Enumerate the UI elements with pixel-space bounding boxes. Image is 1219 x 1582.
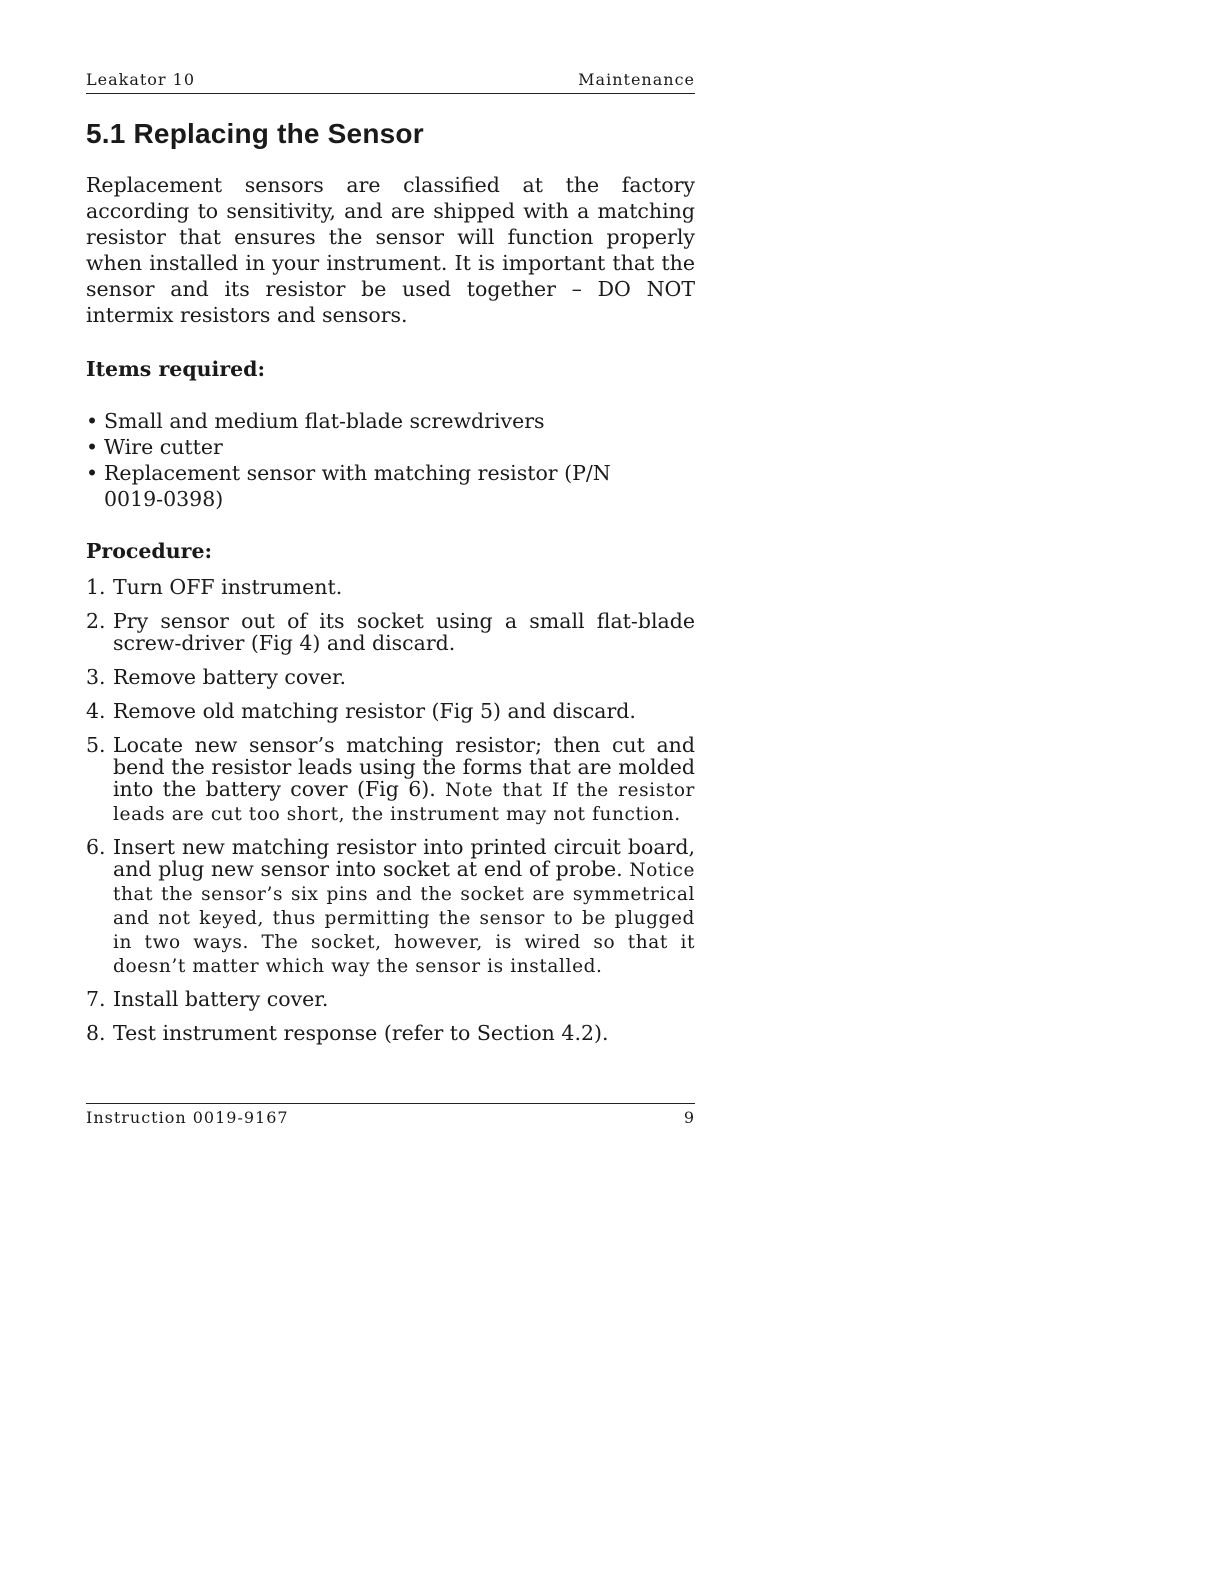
step-main-text: Test instrument response (refer to Section 4.2).	[113, 1021, 609, 1045]
step-main-text: Remove old matching resistor (Fig 5) and discard.	[113, 699, 636, 723]
step-text	[113, 700, 695, 724]
item-text: Small and medium flat-blade screwdrivers	[104, 409, 545, 433]
step-text	[113, 610, 695, 656]
step-note: Notice that the sensor’s six pins and the socket are symmetrical and not keyed, thus permitting the sensor to be plugged in two ways. The socket, however, is wired so that it doesn’t matter which way the sensor is installed.	[113, 860, 695, 977]
procedure-steps	[86, 576, 695, 1046]
step-main-text: Remove battery cover.	[113, 665, 347, 689]
procedure-heading: Procedure:	[86, 539, 213, 563]
step-number: 8.	[86, 1021, 106, 1045]
procedure-step	[86, 734, 695, 826]
procedure-step	[86, 1022, 695, 1046]
document-page	[86, 70, 695, 1056]
step-text	[113, 836, 695, 978]
bullet-icon: •	[86, 461, 99, 485]
intro-paragraph: Replacement sensors are classified at the factory according to sensitivity, and are shipped with a matching resistor that ensures the sensor will function properly when installed in your instrument. It is important that the sensor and its resistor be used together – DO NOT intermix resistors and sensors.	[86, 173, 695, 327]
list-item	[86, 460, 695, 512]
procedure-step	[86, 610, 695, 656]
header-chapter-name: Maintenance	[578, 70, 695, 89]
procedure-step	[86, 836, 695, 978]
step-note: Note that If the resistor leads are cut too short, the instrument may not function.	[113, 780, 696, 825]
item-text: Replacement sensor with matching resistor (P/N 0019-0398)	[104, 461, 611, 511]
step-number: 6.	[86, 835, 106, 859]
step-number: 1.	[86, 575, 106, 599]
step-text	[113, 666, 695, 690]
step-text	[113, 734, 695, 826]
running-header	[86, 70, 695, 94]
step-main-text: Pry sensor out of its socket using a small flat-blade screw-driver (Fig 4) and discard.	[113, 609, 695, 655]
bullet-icon: •	[86, 409, 99, 433]
section-title: 5.1 Replacing the Sensor	[86, 118, 424, 149]
step-main-text: Install battery cover.	[113, 987, 329, 1011]
step-main-text: Insert new matching resistor into printed circuit board, and plug new sensor into socket at end of probe.	[113, 835, 695, 881]
list-item	[86, 434, 695, 460]
page-number: 9	[683, 1108, 695, 1127]
step-main-text: Turn OFF instrument.	[113, 575, 343, 599]
items-required-heading: Items required:	[86, 357, 266, 381]
step-text	[113, 988, 695, 1012]
procedure-step	[86, 666, 695, 690]
items-required-list	[86, 408, 695, 512]
step-number: 7.	[86, 987, 106, 1011]
running-footer	[86, 1103, 695, 1127]
step-number: 3.	[86, 665, 106, 689]
header-product-name: Leakator 10	[86, 70, 196, 89]
footer-document-number: Instruction 0019-9167	[86, 1108, 289, 1127]
step-main-text: Locate new sensor’s matching resistor; then cut and bend the resistor leads using the forms that are molded into the battery cover (Fig 6).	[113, 733, 695, 801]
step-text	[113, 576, 695, 600]
step-text	[113, 1022, 695, 1046]
list-item	[86, 408, 695, 434]
step-number: 4.	[86, 699, 106, 723]
step-number: 2.	[86, 609, 106, 633]
item-text: Wire cutter	[104, 435, 223, 459]
bullet-icon: •	[86, 435, 99, 459]
step-number: 5.	[86, 733, 106, 757]
procedure-step	[86, 988, 695, 1012]
procedure-step	[86, 576, 695, 600]
procedure-step	[86, 700, 695, 724]
